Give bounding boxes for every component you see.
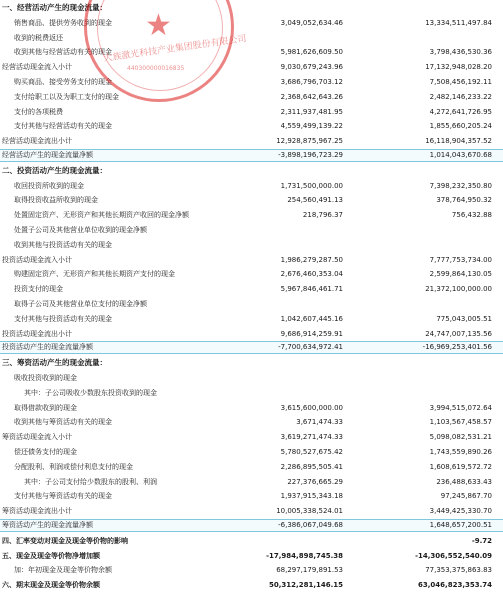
prior-period-value: 24,747,007,135.56	[425, 329, 492, 338]
row-label: 支付其他与投资活动有关的现金	[14, 314, 112, 323]
current-period-value: 3,619,271,474.33	[280, 433, 343, 442]
row-label: 三、筹资活动产生的现金流量：	[2, 358, 107, 368]
row-label: 筹资活动现金流出小计	[2, 507, 72, 516]
row-label: 收到其他与投资活动有关的现金	[14, 240, 112, 249]
row-label: 支付给职工以及为职工支付的现金	[14, 92, 119, 101]
statement-row	[0, 460, 503, 474]
prior-period-value: 1,608,619,572.72	[429, 462, 492, 471]
statement-row	[0, 223, 503, 237]
row-label: 五、现金及现金等价物净增加额	[2, 551, 100, 560]
current-period-value: 12,928,875,967.25	[276, 137, 343, 146]
prior-period-value: -14,306,552,540.09	[415, 551, 492, 560]
current-period-value: -6,386,067,049.68	[278, 521, 343, 529]
row-label: 支付其他与筹资活动有关的现金	[14, 492, 112, 501]
prior-period-value: 16,118,904,357.52	[425, 137, 492, 146]
statement-row	[0, 504, 503, 518]
current-period-value: 1,986,279,287.50	[280, 255, 343, 264]
statement-row	[0, 578, 503, 592]
statement-row	[0, 386, 503, 400]
current-period-value: 9,686,914,259.91	[280, 329, 343, 338]
row-label: 一、经营活动产生的现金流量：	[2, 3, 107, 12]
seal-star-icon: ★	[145, 8, 172, 43]
row-label: 取得子公司及其他营业单位支付的现金净额	[14, 300, 147, 308]
section-header-row	[0, 164, 503, 178]
row-label: 加：年初现金及现金等价物余额	[14, 566, 112, 575]
current-period-value: 2,311,937,481.95	[280, 107, 343, 116]
statement-row	[0, 297, 503, 311]
statement-row	[0, 238, 503, 252]
row-label: 偿还债务支付的现金	[14, 448, 77, 456]
seal-number: 440300000016835	[127, 65, 185, 72]
net-cash-flow-row	[0, 341, 503, 354]
statement-row	[0, 75, 503, 89]
prior-period-value: 3,798,436,530.36	[429, 48, 492, 57]
statement-row	[0, 475, 503, 489]
row-label: 处置固定资产、无形资产和其他长期资产收回的现金净额	[14, 211, 189, 220]
row-label: 收回投资所收到的现金	[14, 181, 84, 190]
prior-period-value: 7,777,753,734.00	[429, 255, 492, 264]
statement-row	[0, 208, 503, 222]
prior-period-value: 1,014,043,670.68	[429, 151, 492, 159]
current-period-value: 50,312,281,146.15	[269, 581, 343, 590]
prior-period-value: 2,482,146,233.22	[429, 92, 492, 101]
prior-period-value: 97,245,867.70	[440, 492, 492, 501]
current-period-value: 4,559,499,139.22	[280, 122, 343, 131]
row-label: 投资活动产生的现金流量净额	[2, 343, 93, 352]
row-label: 其中：子公司支付给少数股东的股利、利润	[24, 477, 157, 486]
prior-period-value: 1,743,559,890.26	[429, 448, 492, 456]
current-period-value: -3,898,196,723.29	[278, 151, 343, 159]
prior-period-value: 378,764,950.32	[436, 196, 492, 205]
current-period-value: 9,030,679,243.96	[280, 63, 343, 72]
row-label: 取得投资收益所收到的现金	[14, 196, 98, 205]
current-period-value: 5,981,626,609.50	[280, 48, 343, 57]
prior-period-value: 756,432.88	[451, 211, 492, 220]
row-label: 支付的各项税费	[14, 107, 63, 116]
current-period-value: -17,984,898,745.38	[266, 551, 343, 560]
prior-period-value: 17,132,948,028.20	[425, 63, 492, 72]
prior-period-value: 3,994,515,072.64	[429, 403, 492, 412]
prior-period-value: 1,648,657,200.51	[429, 521, 492, 529]
row-label: 经营活动现金流出小计	[2, 137, 72, 146]
current-period-value: 218,796.37	[302, 211, 343, 220]
current-period-value: 254,560,491.13	[287, 196, 343, 205]
row-label: 四、汇率变动对现金及现金等价物的影响	[2, 536, 128, 545]
current-period-value: 2,368,642,643.26	[280, 92, 343, 101]
row-label: 经营活动现金流入小计	[2, 63, 72, 72]
current-period-value: 227,376,665.29	[287, 477, 343, 486]
row-label: 吸收投资收到的现金	[14, 374, 77, 382]
row-label: 收到其他与筹资活动有关的现金	[14, 418, 112, 427]
prior-period-value: 7,508,456,192.11	[429, 78, 492, 86]
row-label: 经营活动产生的现金流量净额	[2, 151, 93, 159]
prior-period-value: 13,334,511,497.84	[425, 18, 492, 27]
prior-period-value: 1,103,567,458.57	[429, 418, 492, 427]
statement-row	[0, 45, 503, 59]
statement-row	[0, 489, 503, 503]
section-header-row	[0, 1, 503, 15]
current-period-value: 3,049,052,634.46	[280, 18, 343, 27]
prior-period-value: -16,969,253,401.56	[422, 343, 492, 352]
current-period-value: 68,297,179,891.53	[276, 566, 343, 575]
statement-row	[0, 534, 503, 548]
statement-row	[0, 16, 503, 30]
statement-row	[0, 179, 503, 193]
row-label: 购建固定资产、无形资产和其他长期资产支付的现金	[14, 270, 175, 279]
row-label: 销售商品、提供劳务收到的现金	[14, 18, 112, 27]
row-label: 投资活动现金流入小计	[2, 255, 72, 264]
statement-row	[0, 563, 503, 577]
row-label: 取得借款收到的现金	[14, 403, 77, 412]
prior-period-value: -9.72	[471, 536, 492, 545]
current-period-value: 1,731,500,000.00	[280, 181, 343, 190]
statement-row	[0, 119, 503, 133]
prior-period-value: 5,098,082,531.21	[429, 433, 492, 442]
prior-period-value: 3,449,425,330.70	[429, 507, 492, 516]
statement-row	[0, 445, 503, 459]
statement-row	[0, 401, 503, 415]
row-label: 筹资活动现金流入小计	[2, 433, 72, 442]
current-period-value: 10,005,338,524.01	[276, 507, 343, 516]
statement-row	[0, 90, 503, 104]
statement-row	[0, 253, 503, 267]
statement-row	[0, 371, 503, 385]
current-period-value: 1,042,607,445.16	[280, 314, 343, 323]
row-label: 收到的税费返还	[14, 33, 63, 42]
current-period-value: 5,780,527,675.42	[280, 448, 343, 456]
row-label: 二、投资活动产生的现金流量：	[2, 165, 107, 175]
row-label: 六、期末现金及现金等价物余额	[2, 581, 100, 590]
current-period-value: -7,700,634,972.41	[278, 343, 343, 352]
statement-row	[0, 415, 503, 429]
current-period-value: 5,967,846,461.71	[280, 285, 343, 294]
current-period-value: 2,286,895,505.41	[280, 462, 343, 471]
row-label: 其中：子公司吸收少数股东投资收到的现金	[24, 388, 157, 397]
row-label: 购买商品、接受劳务支付的现金	[14, 78, 112, 86]
statement-row	[0, 282, 503, 296]
statement-row	[0, 549, 503, 563]
prior-period-value: 1,855,660,205.24	[429, 122, 492, 131]
row-label: 筹资活动产生的现金流量净额	[2, 521, 93, 529]
statement-row	[0, 267, 503, 281]
row-label: 投资活动现金流出小计	[2, 329, 72, 338]
net-cash-flow-row	[0, 519, 503, 532]
prior-period-value: 236,488,633.43	[436, 477, 492, 486]
row-label: 投资支付的现金	[14, 285, 63, 294]
row-label: 收到其他与经营活动有关的现金	[14, 48, 112, 57]
current-period-value: 3,671,474.33	[296, 418, 343, 427]
statement-row	[0, 312, 503, 326]
prior-period-value: 4,272,641,726.95	[429, 107, 492, 116]
section-header-row	[0, 356, 503, 370]
seal-text: 大族激光科技产业集团股份有限公司	[103, 34, 248, 65]
prior-period-value: 7,398,232,350.80	[429, 181, 492, 190]
prior-period-value: 21,372,100,000.00	[425, 285, 492, 294]
prior-period-value: 77,353,375,863.83	[425, 566, 492, 575]
row-label: 处置子公司及其他营业单位收到的现金净额	[14, 226, 147, 234]
row-label: 分配股利、利润或偿付利息支付的现金	[14, 462, 133, 471]
current-period-value: 3,615,600,000.00	[280, 403, 343, 412]
prior-period-value: 2,599,864,130.05	[429, 270, 492, 279]
row-label: 支付其他与经营活动有关的现金	[14, 122, 112, 131]
statement-row	[0, 31, 503, 45]
current-period-value: 1,937,915,343.18	[280, 492, 343, 501]
prior-period-value: 63,046,823,353.74	[418, 581, 492, 590]
current-period-value: 3,686,796,703.12	[280, 78, 343, 86]
statement-row	[0, 60, 503, 74]
statement-row	[0, 430, 503, 444]
statement-row	[0, 327, 503, 341]
statement-row	[0, 193, 503, 207]
statement-row	[0, 105, 503, 119]
statement-row	[0, 134, 503, 148]
net-cash-flow-row	[0, 149, 503, 162]
prior-period-value: 775,043,005.51	[436, 314, 492, 323]
current-period-value: 2,676,460,353.04	[280, 270, 343, 279]
